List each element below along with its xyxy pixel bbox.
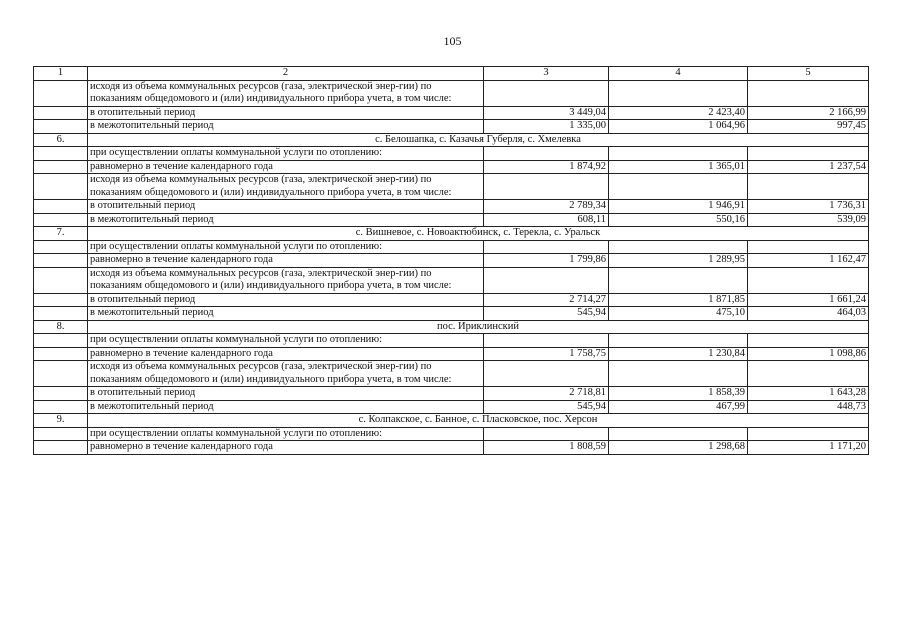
value-col-3: 3 449,04 — [484, 106, 609, 120]
table-row — [34, 427, 869, 441]
value-col-3: 2 714,27 — [484, 293, 609, 307]
row-label: исходя из объема коммунальных ресурсов (газа, электрической энер-гии) по показаниям общедомового и (или) индивидуального прибора учета, в том числе: — [88, 267, 484, 293]
value-col-4: 550,16 — [609, 213, 748, 227]
value-col-3: 1 758,75 — [484, 347, 609, 361]
value-col-4: 1 064,96 — [609, 120, 748, 134]
value-col-5 — [748, 361, 869, 387]
value-col-4 — [609, 267, 748, 293]
value-col-4: 475,10 — [609, 307, 748, 321]
value-col-3: 1 799,86 — [484, 254, 609, 268]
value-col-4 — [609, 147, 748, 161]
value-col-3 — [484, 361, 609, 387]
value-col-5 — [748, 267, 869, 293]
table-row — [34, 347, 869, 361]
item-number-cell — [34, 254, 88, 268]
value-col-3 — [484, 267, 609, 293]
table-row — [34, 240, 869, 254]
table-row — [34, 160, 869, 174]
value-col-4: 1 298,68 — [609, 441, 748, 455]
item-number-cell — [34, 334, 88, 348]
settlement-row — [34, 133, 869, 147]
value-col-4: 1 946,91 — [609, 200, 748, 214]
value-col-3 — [484, 240, 609, 254]
table-row — [34, 307, 869, 321]
value-col-3 — [484, 147, 609, 161]
value-col-5: 539,09 — [748, 213, 869, 227]
item-number-cell — [34, 267, 88, 293]
value-col-4: 1 289,95 — [609, 254, 748, 268]
row-label: в межотопительный период — [88, 120, 484, 134]
item-number-cell — [34, 160, 88, 174]
value-col-4 — [609, 240, 748, 254]
value-col-4 — [609, 427, 748, 441]
value-col-3 — [484, 80, 609, 106]
column-number-2: 2 — [88, 67, 484, 81]
value-col-5 — [748, 240, 869, 254]
item-number-cell — [34, 307, 88, 321]
value-col-3: 545,94 — [484, 400, 609, 414]
row-label: в отопительный период — [88, 293, 484, 307]
table-row — [34, 213, 869, 227]
row-label: исходя из объема коммунальных ресурсов (газа, электрической энер-гии) по показаниям общедомового и (или) индивидуального прибора учета, в том числе: — [88, 174, 484, 200]
value-col-3: 2 718,81 — [484, 387, 609, 401]
item-number-cell — [34, 400, 88, 414]
table-row — [34, 80, 869, 106]
value-col-4: 467,99 — [609, 400, 748, 414]
value-col-4 — [609, 80, 748, 106]
table-row — [34, 147, 869, 161]
value-col-3: 608,11 — [484, 213, 609, 227]
value-col-3 — [484, 334, 609, 348]
settlement-row — [34, 320, 869, 334]
item-number-cell — [34, 80, 88, 106]
item-number-cell — [34, 361, 88, 387]
row-label: в отопительный период — [88, 106, 484, 120]
value-col-5: 1 171,20 — [748, 441, 869, 455]
item-number-cell — [34, 200, 88, 214]
settlement-row — [34, 227, 869, 241]
header-row — [34, 67, 869, 81]
settlement-name: с. Колпакское, с. Банное, с. Пласковское, пос. Херсон — [88, 414, 869, 428]
item-number: 9. — [34, 414, 88, 428]
value-col-5 — [748, 80, 869, 106]
row-label: при осуществлении оплаты коммунальной услуги по отоплению: — [88, 427, 484, 441]
row-label: в отопительный период — [88, 387, 484, 401]
settlement-name: с. Вишневое, с. Новоактюбинск, с. Терекла, с. Уральск — [88, 227, 869, 241]
row-label: исходя из объема коммунальных ресурсов (газа, электрической энер-гии) по показаниям общедомового и (или) индивидуального прибора учета, в том числе: — [88, 361, 484, 387]
table-row — [34, 106, 869, 120]
row-label: в межотопительный период — [88, 307, 484, 321]
value-col-4 — [609, 361, 748, 387]
column-number-1: 1 — [34, 67, 88, 81]
value-col-5: 997,45 — [748, 120, 869, 134]
row-label: в межотопительный период — [88, 213, 484, 227]
item-number-cell — [34, 347, 88, 361]
value-col-4: 2 423,40 — [609, 106, 748, 120]
value-col-5: 448,73 — [748, 400, 869, 414]
item-number-cell — [34, 293, 88, 307]
item-number-cell — [34, 213, 88, 227]
value-col-5: 1 162,47 — [748, 254, 869, 268]
table-row — [34, 387, 869, 401]
value-col-5: 1 237,54 — [748, 160, 869, 174]
item-number: 6. — [34, 133, 88, 147]
item-number-cell — [34, 427, 88, 441]
item-number: 8. — [34, 320, 88, 334]
settlement-row — [34, 414, 869, 428]
item-number-cell — [34, 106, 88, 120]
value-col-5 — [748, 147, 869, 161]
value-col-3: 1 808,59 — [484, 441, 609, 455]
row-label: в отопительный период — [88, 200, 484, 214]
settlement-name: с. Белошапка, с. Казачья Губерля, с. Хмелевка — [88, 133, 869, 147]
value-col-3: 1 874,92 — [484, 160, 609, 174]
table-row — [34, 120, 869, 134]
table-row — [34, 441, 869, 455]
item-number-cell — [34, 174, 88, 200]
value-col-5: 1 643,28 — [748, 387, 869, 401]
value-col-3 — [484, 174, 609, 200]
row-label: в межотопительный период — [88, 400, 484, 414]
value-col-5: 1 661,24 — [748, 293, 869, 307]
value-col-5 — [748, 427, 869, 441]
table-row — [34, 361, 869, 387]
value-col-3 — [484, 427, 609, 441]
table-row — [34, 254, 869, 268]
column-number-3: 3 — [484, 67, 609, 81]
value-col-5 — [748, 334, 869, 348]
row-label: исходя из объема коммунальных ресурсов (газа, электрической энер-гии) по показаниям общедомового и (или) индивидуального прибора учета, в том числе: — [88, 80, 484, 106]
value-col-4: 1 230,84 — [609, 347, 748, 361]
row-label: равномерно в течение календарного года — [88, 160, 484, 174]
item-number-cell — [34, 120, 88, 134]
item-number-cell — [34, 147, 88, 161]
row-label: равномерно в течение календарного года — [88, 254, 484, 268]
value-col-4 — [609, 334, 748, 348]
table-row — [34, 200, 869, 214]
value-col-3: 1 335,00 — [484, 120, 609, 134]
value-col-4: 1 871,85 — [609, 293, 748, 307]
value-col-4 — [609, 174, 748, 200]
value-col-5: 1 098,86 — [748, 347, 869, 361]
row-label: равномерно в течение календарного года — [88, 441, 484, 455]
settlement-name: пос. Ириклинский — [88, 320, 869, 334]
row-label: при осуществлении оплаты коммунальной услуги по отоплению: — [88, 147, 484, 161]
value-col-5: 1 736,31 — [748, 200, 869, 214]
value-col-3: 545,94 — [484, 307, 609, 321]
table-row — [34, 334, 869, 348]
table-row — [34, 293, 869, 307]
column-number-4: 4 — [609, 67, 748, 81]
table-row — [34, 267, 869, 293]
item-number: 7. — [34, 227, 88, 241]
tariff-table — [33, 66, 869, 455]
value-col-4: 1 365,01 — [609, 160, 748, 174]
row-label: при осуществлении оплаты коммунальной услуги по отоплению: — [88, 334, 484, 348]
value-col-4: 1 858,39 — [609, 387, 748, 401]
value-col-3: 2 789,34 — [484, 200, 609, 214]
value-col-5: 2 166,99 — [748, 106, 869, 120]
item-number-cell — [34, 441, 88, 455]
page-number: 105 — [443, 34, 462, 48]
row-label: равномерно в течение календарного года — [88, 347, 484, 361]
item-number-cell — [34, 387, 88, 401]
table-row — [34, 174, 869, 200]
table-row — [34, 400, 869, 414]
value-col-5: 464,03 — [748, 307, 869, 321]
row-label: при осуществлении оплаты коммунальной услуги по отоплению: — [88, 240, 484, 254]
item-number-cell — [34, 240, 88, 254]
column-number-5: 5 — [748, 67, 869, 81]
value-col-5 — [748, 174, 869, 200]
